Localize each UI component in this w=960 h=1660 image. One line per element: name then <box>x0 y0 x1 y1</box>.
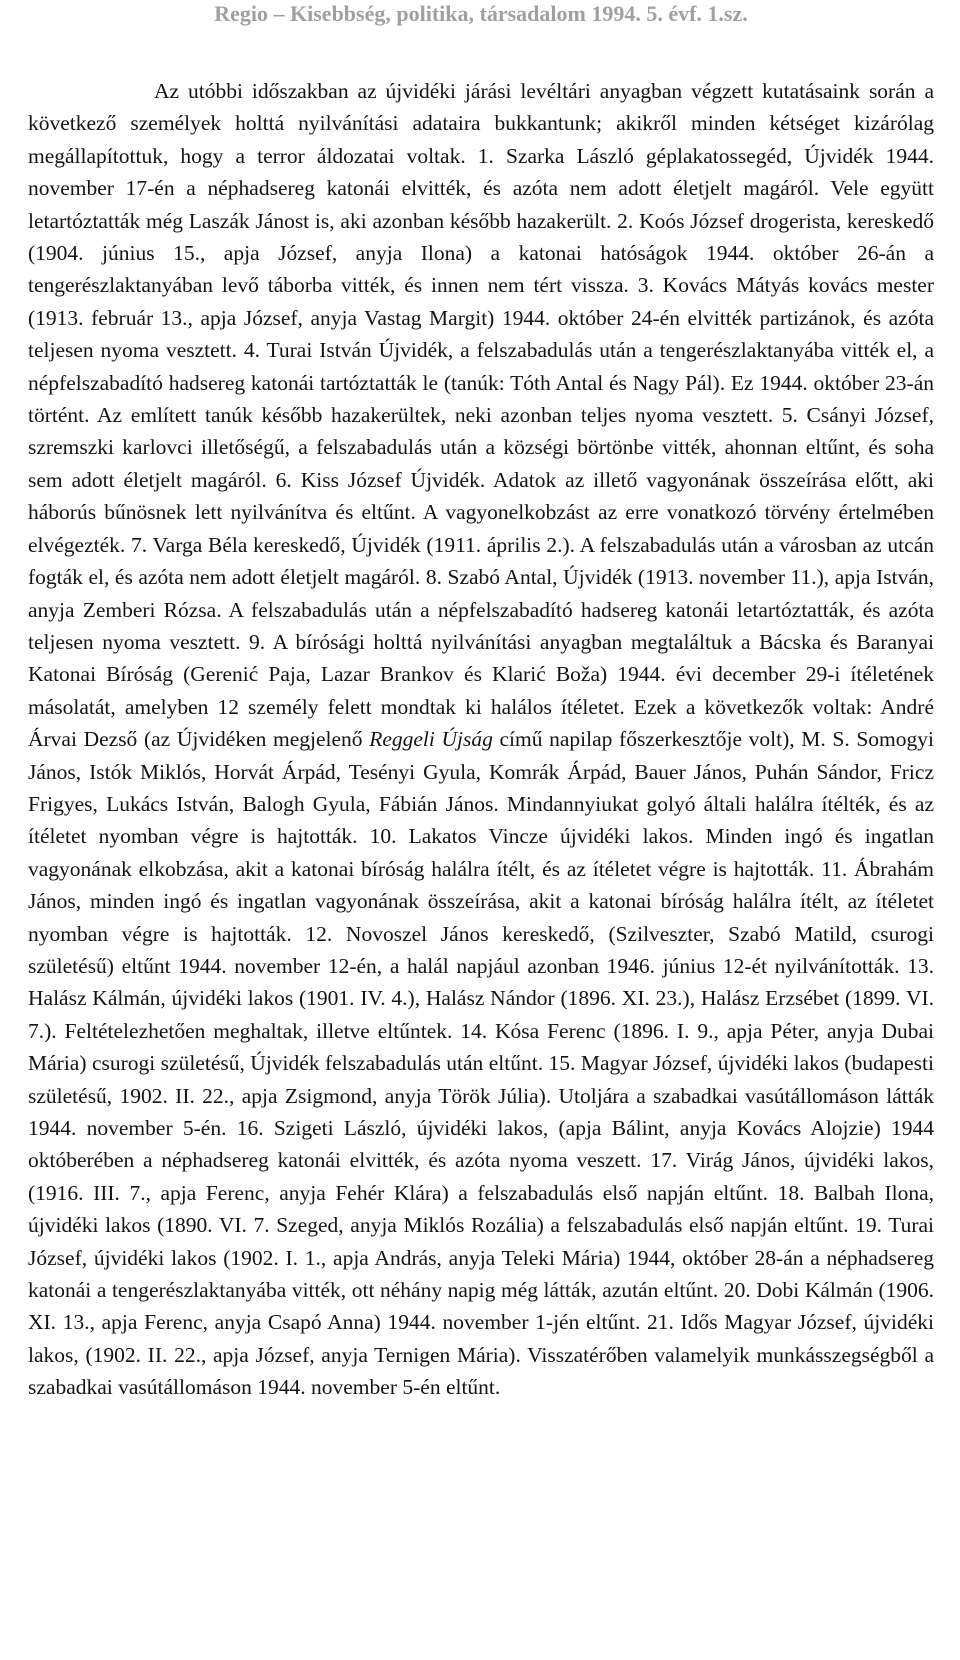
paragraph-text-part-1: Az utóbbi időszakban az újvidéki járási levéltári anyagban végzett kutatásaink során a következő személyek holttá nyilvánítási adataira bukkantunk; akikről minden kétséget kizárólag megállapítottuk, hogy a terror áldozatai voltak. 1. Szarka László géplakatossegéd, Újvidék 1944. november 17-én a néphadsereg katonái elvitték, és azóta nem adott életjelt magáról. Vele együtt letartóztatták még Laszák Jánost is, aki azonban később hazakerült. 2. Koós József drogerista, kereskedő (1904. június 15., apja József, anyja Ilona) a katonai hatóságok 1944. október 26-án a tengerészlaktanyában levő táborba vitték, és innen nem tért vissza. 3. Kovács Mátyás kovács mester (1913. február 13., apja József, anyja Vastag Margit) 1944. október 24-én elvitték partizánok, és azóta teljesen nyoma vesztett. 4. Turai István Újvidék, a felszabadulás után a tengerészlaktanyába vitték el, a népfelszabadító hadsereg katonái tartóztatták le (tanúk: Tóth Antal és Nagy Pál). Ez 1944. október 23-án történt. Az említett tanúk később hazakerültek, neki azonban teljes nyoma vesztett. 5. Csányi József, szremszki karlovci illetőségű, a felszabadulás után a községi börtönbe vitték, ahonnan eltűnt, és soha sem adott életjelt magáról. 6. Kiss József Újvidék. Adatok az illető vagyonának összeírása előtt, aki háborús bűnösnek lett nyilvánítva és eltűnt. A vagyonelkobzást az erre vonatkozó törvény értelmében elvégezték. 7. Varga Béla kereskedő, Újvidék (1911. április 2.). A felszabadulás után a városban az utcán fogták el, és azóta nem adott életjelt magáról. 8. Szabó Antal, Újvidék (1913. november 11.), apja István, anyja Zemberi Rózsa. A felszabadulás után a népfelszabadító hadsereg katonái letartóztatták, és azóta teljesen nyoma vesztett. 9. A bírósági holttá nyilvánítási anyagban megtaláltuk a Bácska és Baranyai Katonai Bíróság (Gerenić Paja, Lazar Brankov és Klarić Boža) 1944. évi december 29-i ítéletének másolatát, amelyben 12 személy felett mondtak ki halálos ítéletet. Ezek a következők voltak: André Árvai Dezső (az Újvidéken megjelenő <box>28 79 934 752</box>
body-paragraph <box>28 75 934 1404</box>
running-header: Regio – Kisebbség, politika, társadalom 1994. 5. évf. 1.sz. <box>214 1 748 26</box>
paragraph-text-part-2: című napilap főszerkesztője volt), M. S. Somogyi János, Istók Miklós, Horvát Árpád, Tesényi Gyula, Komrák Árpád, Bauer János, Puhán Sándor, Fricz Frigyes, Lukács István, Balogh Gyula, Fábián János. Mindannyiukat golyó általi halálra ítélték, és az ítéletet nyomban végre is hajtották. 10. Lakatos Vincze újvidéki lakos. Minden ingó és ingatlan vagyonának elkobzása, akit a katonai bíróság halálra ítélt, és az ítéletet végre is hajtották. 11. Ábrahám János, minden ingó és ingatlan vagyonának összeírása, akit a katonai bíróság halálra ítélt, az ítéletet nyomban végre is hajtották. 12. Novoszel János kereskedő, (Szilveszter, Szabó Matild, csurogi születésű) eltűnt 1944. november 12-én, a halál napjául azonban 1946. június 12-ét nyilvánították. 13. Halász Kálmán, újvidéki lakos (1901. IV. 4.), Halász Nándor (1896. XI. 23.), Halász Erzsébet (1899. VI. 7.). Feltételezhetően meghaltak, illetve eltűntek. 14. Kósa Ferenc (1896. I. 9., apja Péter, anyja Dubai Mária) csurogi születésű, Újvidék felszabadulás után eltűnt. 15. Magyar József, újvidéki lakos (budapesti születésű, 1902. II. 22., apja Zsigmond, anyja Török Júlia). Utoljára a szabadkai vasútállomáson látták 1944. november 5-én. 16. Szigeti László, újvidéki lakos, (apja Bálint, anyja Kovács Alojzie) 1944 októberében a néphadsereg katonái elvitték, és azóta nyoma veszett. 17. Virág János, újvidéki lakos, (1916. III. 7., apja Ferenc, anyja Fehér Klára) a felszabadulás első napján eltűnt. 18. Balbah Ilona, újvidéki lakos (1890. VI. 7. Szeged, anyja Miklós Rozália) a felszabadulás első napján eltűnt. 19. Turai József, újvidéki lakos (1902. I. 1., apja András, anyja Teleki Mária) 1944, október 28-án a néphadsereg katonái a tengerészlaktanyába vitték, ott néhány napig még látták, azután eltűnt. 20. Dobi Kálmán (1906. XI. 13., apja Ferenc, anyja Csapó Anna) 1944. november 1-jén eltűnt. 21. Idős Magyar József, újvidéki lakos, (1902. II. 22., apja József, anyja Ternigen Mária). Visszatérőben valamelyik munkásszegségből a szabadkai vasútállomáson 1944. november 5-én eltűnt. <box>28 727 934 1400</box>
newspaper-title: Reggeli Újság <box>369 727 493 752</box>
